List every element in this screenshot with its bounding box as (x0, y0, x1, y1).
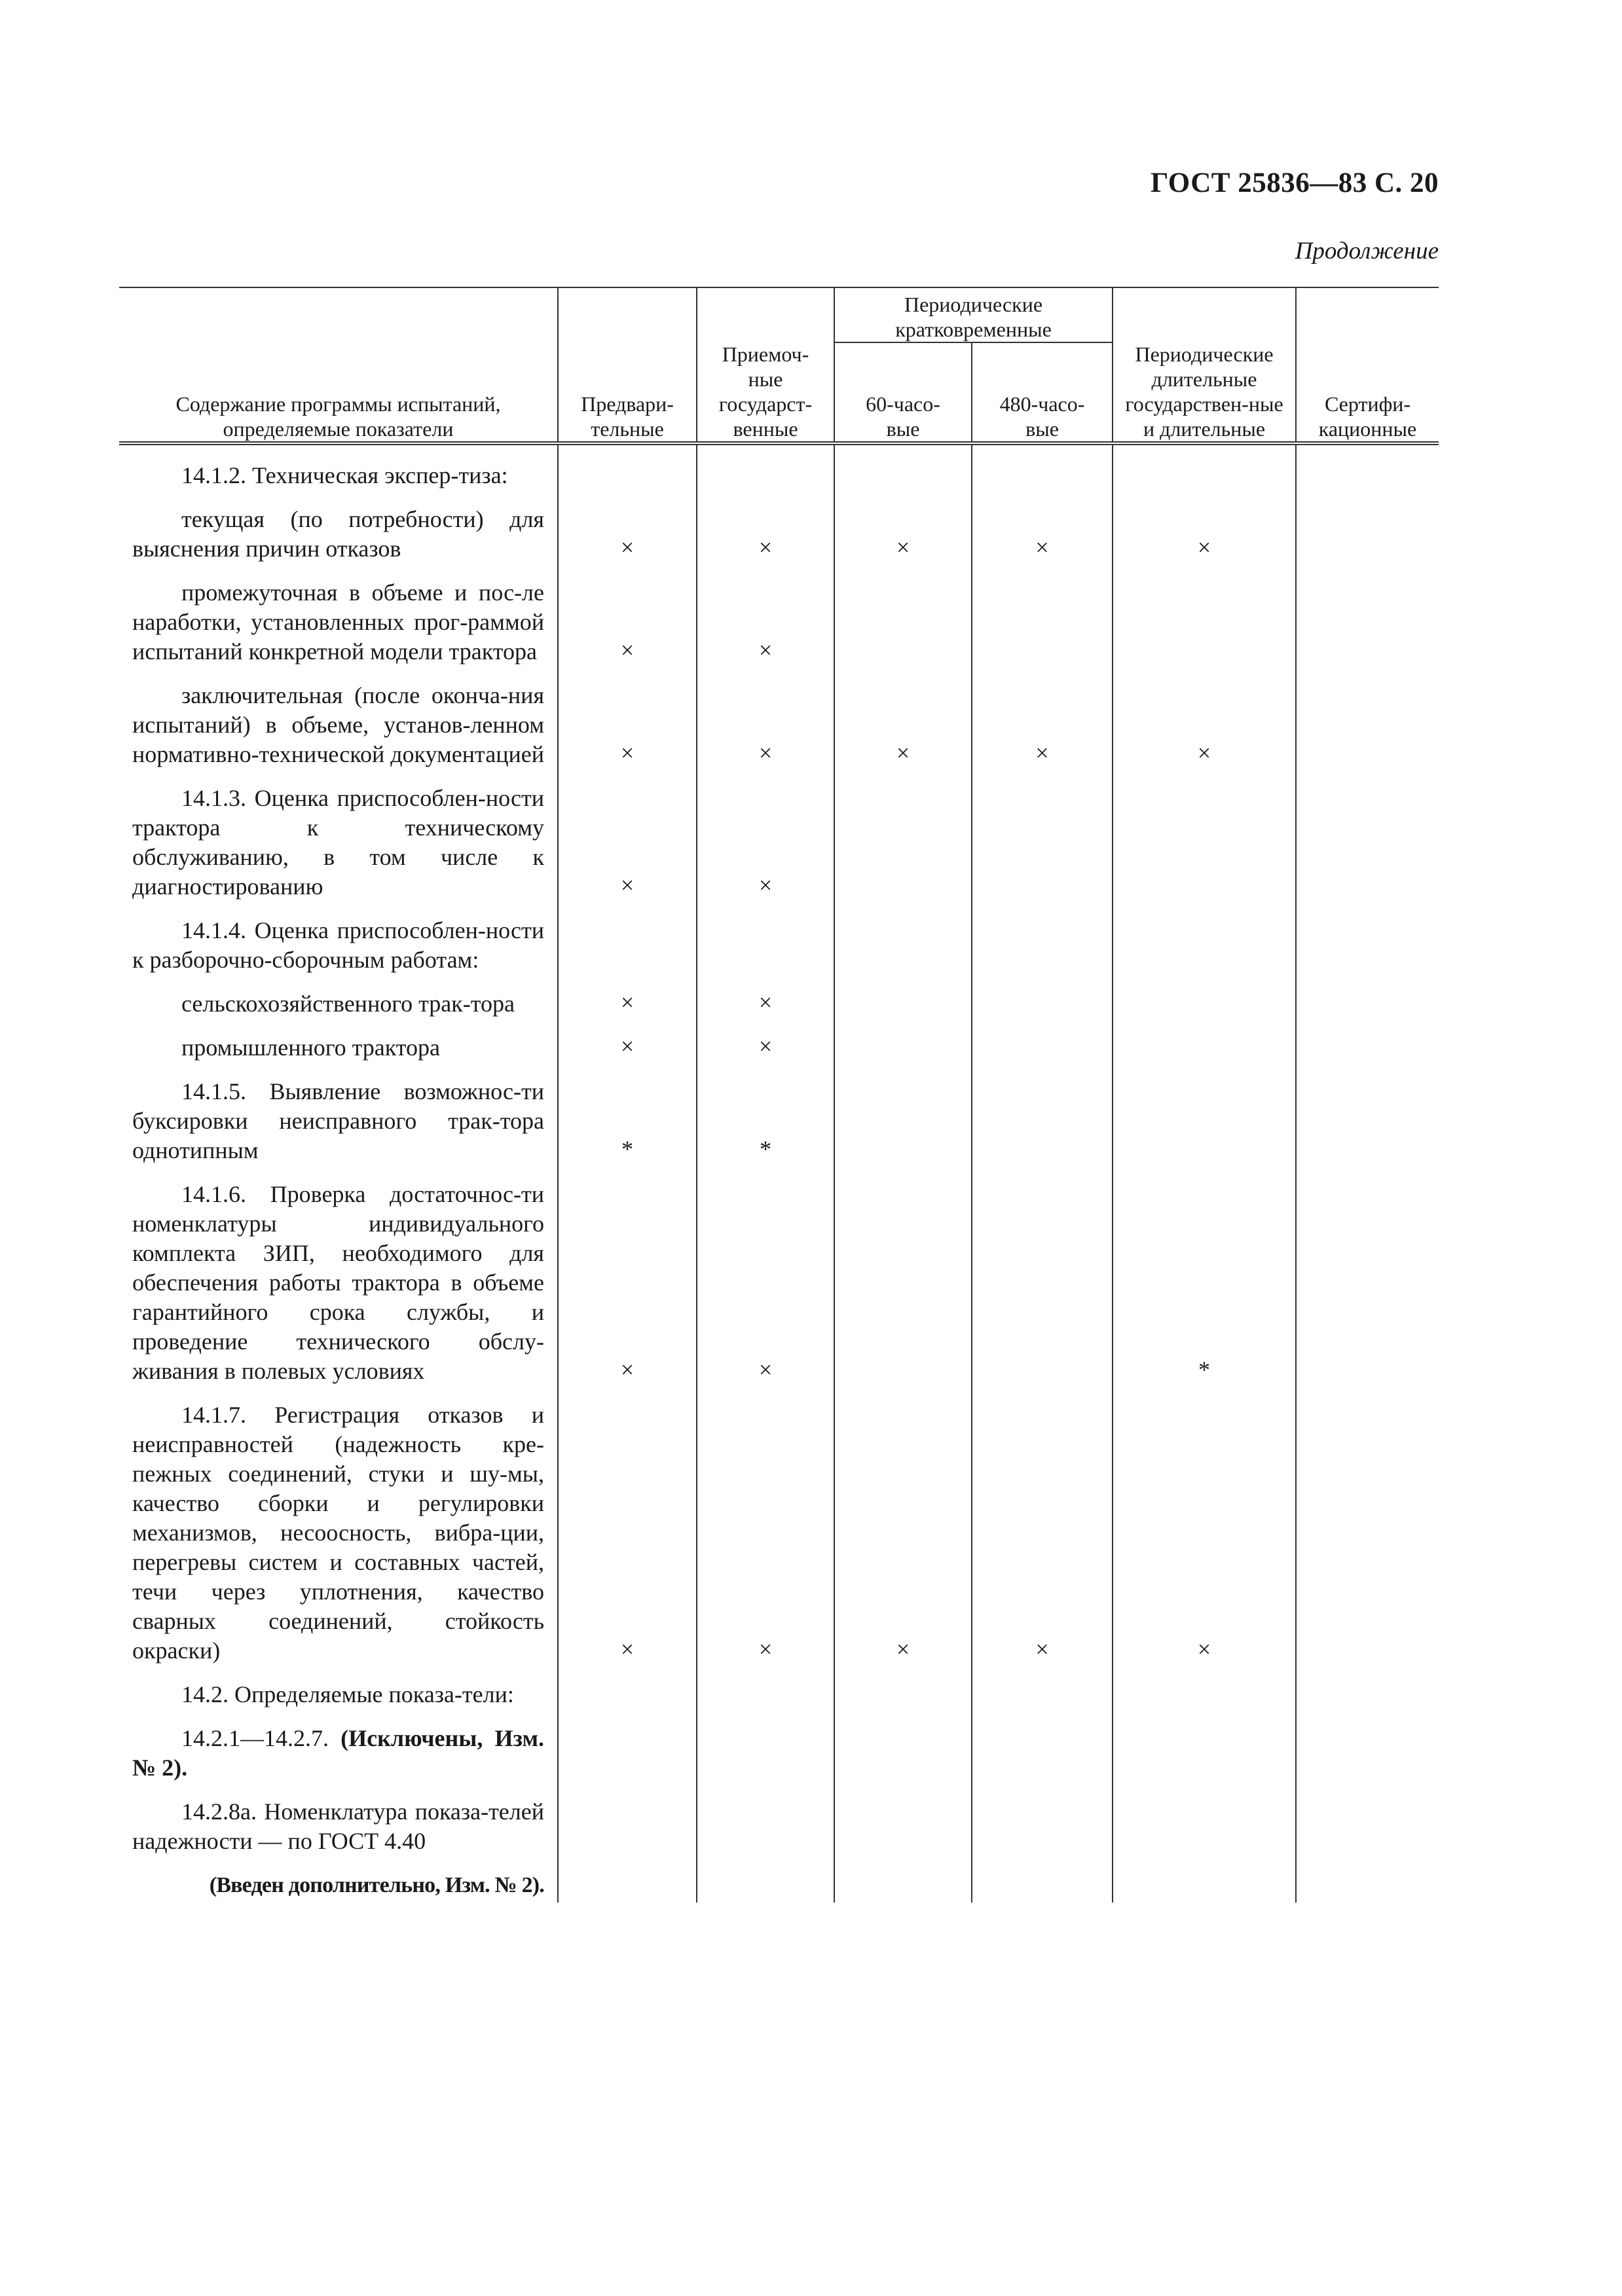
mark-cell (558, 904, 697, 977)
table-row (119, 1668, 1439, 1712)
mark-cell (834, 1785, 972, 1859)
mark-cell (1296, 1065, 1439, 1168)
mark-cell (558, 1668, 697, 1712)
mark-cell (1296, 1168, 1439, 1389)
mark-cell (1113, 1785, 1296, 1859)
table-row (119, 772, 1439, 904)
mark-cell (1113, 772, 1296, 904)
mark-cell: × (558, 1168, 697, 1389)
mark-cell (1113, 1065, 1296, 1168)
mark-cell (972, 1712, 1113, 1785)
mark-cell (834, 1668, 972, 1712)
mark-cell: × (834, 1389, 972, 1668)
mark-cell: × (558, 977, 697, 1021)
mark-cell (1296, 493, 1439, 566)
mark-cell (834, 1021, 972, 1065)
row-text: 14.1.3. Оценка приспособлен-ности трактора к техническому обслуживанию, в том числе к диагностированию (132, 785, 544, 900)
mark-cell (834, 904, 972, 977)
row-text: текущая (по потребности) для выяснения причин отказов (132, 506, 544, 562)
mark-cell (1296, 566, 1439, 669)
header-60-hours: 60-часо-вые (834, 342, 972, 443)
mark-cell: × (697, 1021, 834, 1065)
mark-cell (558, 1785, 697, 1859)
mark-cell: * (558, 1065, 697, 1168)
mark-cell (972, 1859, 1113, 1903)
mark-cell: × (558, 1389, 697, 1668)
table-row (119, 1859, 1439, 1903)
mark-cell (972, 904, 1113, 977)
mark-cell: × (1113, 493, 1296, 566)
mark-cell: × (558, 566, 697, 669)
mark-cell: × (558, 493, 697, 566)
addition-note: (Введен дополнительно, Изм. № 2). (209, 1873, 544, 1897)
mark-cell (1113, 443, 1296, 493)
mark-cell (1296, 669, 1439, 772)
mark-cell (558, 1859, 697, 1903)
table-row (119, 1021, 1439, 1065)
row-text: 14.1.7. Регистрация отказов и неисправностей (надежность кре-пежных соединений, стуки и шу-мы, качество сборки и регулировки механизмов, несоосность, вибра-ции, перегревы систем и составных частей, течи через уплотнения, качество сварных соединений, стойкость окраски) (132, 1402, 544, 1664)
mark-cell: × (697, 772, 834, 904)
mark-cell (1113, 566, 1296, 669)
mark-cell (834, 443, 972, 493)
mark-cell (1296, 1668, 1439, 1712)
page-header: ГОСТ 25836—83 С. 20 (1150, 168, 1439, 198)
row-text-number: 14.2.1—14.2.7. (181, 1725, 341, 1751)
mark-cell (1296, 1389, 1439, 1668)
mark-cell (972, 1785, 1113, 1859)
mark-cell (1113, 1712, 1296, 1785)
table-row (119, 904, 1439, 977)
mark-cell (834, 772, 972, 904)
mark-cell (1296, 904, 1439, 977)
mark-cell (834, 1168, 972, 1389)
mark-cell: × (697, 977, 834, 1021)
table-row (119, 1065, 1439, 1168)
header-certification: Сертифи-кационные (1296, 287, 1439, 443)
mark-cell (1296, 1785, 1439, 1859)
row-text (132, 1724, 544, 1783)
mark-cell (697, 1712, 834, 1785)
row-text: 14.1.2. Техническая экспер-тиза: (181, 462, 508, 488)
mark-cell (972, 977, 1113, 1021)
mark-cell (1113, 1668, 1296, 1712)
mark-cell (1296, 1021, 1439, 1065)
mark-cell (1113, 977, 1296, 1021)
header-acceptance: Приемоч-ные государст-венные (697, 287, 834, 443)
table-row (119, 1389, 1439, 1668)
table-row (119, 566, 1439, 669)
mark-cell (834, 977, 972, 1021)
row-text: промышленного трактора (181, 1034, 441, 1061)
mark-cell (834, 1712, 972, 1785)
mark-cell: × (697, 669, 834, 772)
mark-cell (834, 566, 972, 669)
header-480-hours: 480-часо-вые (972, 342, 1113, 443)
mark-cell (1296, 1712, 1439, 1785)
header-periodic-long: Периодические длительные государствен-ные и длительные (1113, 287, 1296, 443)
mark-cell (1296, 1859, 1439, 1903)
mark-cell (1296, 977, 1439, 1021)
table-row (119, 1712, 1439, 1785)
mark-cell (558, 443, 697, 493)
mark-cell: × (558, 1021, 697, 1065)
row-text-excluded-note: (Исключены, Изм. № 2). (132, 1725, 544, 1781)
mark-cell (972, 1021, 1113, 1065)
mark-cell (1113, 1859, 1296, 1903)
mark-cell: × (972, 669, 1113, 772)
mark-cell (972, 566, 1113, 669)
row-text: 14.1.4. Оценка приспособлен-ности к разборочно-сборочным работам: (132, 917, 544, 973)
table-row (119, 493, 1439, 566)
header-preliminary: Предвари-тельные (558, 287, 697, 443)
table-row (119, 1168, 1439, 1389)
mark-cell: × (558, 772, 697, 904)
mark-cell: × (834, 669, 972, 772)
table-row (119, 1785, 1439, 1859)
header-content: Содержание программы испытаний, определяемые показатели (119, 287, 558, 443)
mark-cell: * (1113, 1168, 1296, 1389)
mark-cell: × (697, 493, 834, 566)
table-row (119, 669, 1439, 772)
mark-cell (697, 1859, 834, 1903)
mark-cell (697, 1668, 834, 1712)
mark-cell (972, 772, 1113, 904)
mark-cell: × (972, 1389, 1113, 1668)
mark-cell (697, 1785, 834, 1859)
mark-cell (972, 1668, 1113, 1712)
mark-cell: × (558, 669, 697, 772)
mark-cell (1113, 904, 1296, 977)
mark-cell (1296, 772, 1439, 904)
mark-cell: * (697, 1065, 834, 1168)
mark-cell: × (697, 1168, 834, 1389)
mark-cell: × (697, 566, 834, 669)
mark-cell: × (1113, 1389, 1296, 1668)
mark-cell (1296, 443, 1439, 493)
row-text: 14.2. Определяемые показа-тели: (181, 1681, 514, 1707)
mark-cell (697, 904, 834, 977)
table-row (119, 443, 1439, 493)
table-row (119, 977, 1439, 1021)
mark-cell (972, 1065, 1113, 1168)
mark-cell (972, 1168, 1113, 1389)
header-periodic-short: Периодические кратковременные (834, 287, 1113, 342)
mark-cell (1113, 1021, 1296, 1065)
row-text: промежуточная в объеме и пос-ле наработки, установленных прог-раммой испытаний конкретной модели трактора (132, 579, 544, 665)
mark-cell (558, 1712, 697, 1785)
mark-cell (697, 443, 834, 493)
mark-cell (972, 443, 1113, 493)
mark-cell: × (697, 1389, 834, 1668)
row-text: сельскохозяйственного трак-тора (181, 991, 515, 1017)
mark-cell (834, 1065, 972, 1168)
continuation-label: Продолжение (1295, 238, 1439, 264)
test-program-table (119, 287, 1439, 1903)
row-text: 14.1.5. Выявление возможнос-ти буксировки неисправного трак-тора однотипным (132, 1078, 544, 1163)
mark-cell: × (834, 493, 972, 566)
mark-cell (834, 1859, 972, 1903)
row-text: 14.2.8а. Номенклатура показа-телей надежности — по ГОСТ 4.40 (132, 1798, 544, 1854)
row-text: 14.1.6. Проверка достаточнос-ти номенклатуры индивидуального комплекта ЗИП, необходимого для обеспечения работы трактора в объеме гарантийного срока службы, и проведение технического обслу-живания в полевых условиях (132, 1181, 544, 1384)
mark-cell: × (1113, 669, 1296, 772)
mark-cell: × (972, 493, 1113, 566)
row-text: заключительная (после оконча-ния испытаний) в объеме, установ-ленном нормативно-технической документацией (132, 682, 544, 767)
